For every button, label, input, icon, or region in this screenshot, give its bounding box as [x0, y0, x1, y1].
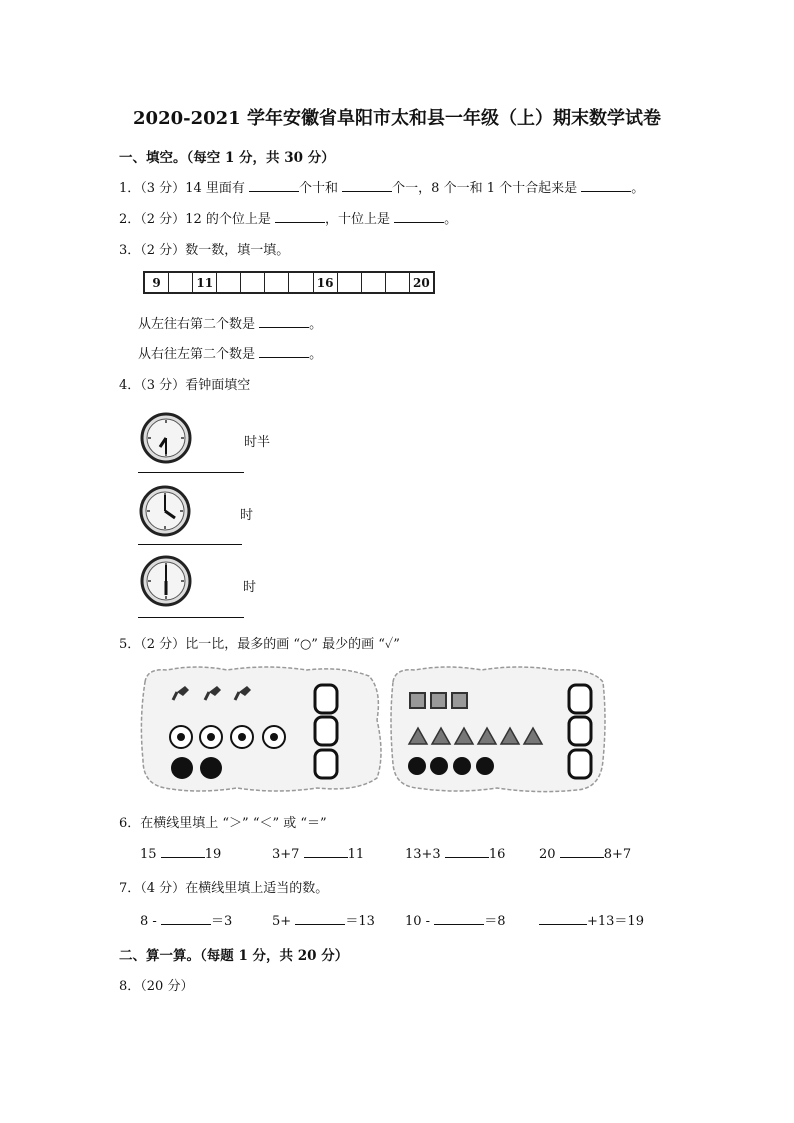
clock-label: 时: [240, 508, 254, 523]
question-2-text-c: 。: [444, 212, 458, 227]
number-cell: 20: [413, 275, 430, 290]
number-cell[interactable]: [338, 273, 362, 292]
section-2-heading: 二、算一算。（每题 1 分，共 20 分）: [119, 948, 349, 964]
period: 。: [309, 347, 323, 362]
question-1-text-a: 14 里面有: [185, 181, 245, 196]
answer-blank[interactable]: [342, 179, 392, 192]
answer-blank[interactable]: [161, 912, 211, 925]
question-3-number: 3．（2 分）: [119, 243, 186, 258]
question-5-number: 5．（2 分）: [119, 637, 186, 652]
question-7-number: 7．（4 分）: [119, 881, 186, 896]
answer-blank[interactable]: [394, 210, 444, 223]
fill-right: +13＝19: [587, 914, 644, 929]
answer-blank[interactable]: [161, 845, 205, 858]
question-8-number: 8．（20 分）: [119, 979, 194, 994]
question-5-text: 比一比，最多的画 “○” 最少的画 “✓”: [185, 637, 400, 652]
question-5: [119, 633, 400, 652]
question-2-text-b: ，十位上是: [325, 212, 391, 227]
question-3-line-2-text: 从右往左第二个数是: [138, 347, 256, 362]
answer-blank[interactable]: [295, 912, 345, 925]
fill-right: ＝3: [210, 914, 233, 929]
compare-right: 11: [347, 847, 365, 862]
compare-left: 15: [140, 847, 157, 862]
question-3-line-1: [138, 313, 322, 332]
question-3: [119, 239, 289, 258]
answer-blank[interactable]: [259, 315, 309, 328]
fill-item: [405, 910, 506, 929]
question-2-text-a: 12 的个位上是: [185, 212, 271, 227]
number-cell: 16: [314, 273, 338, 292]
number-cell[interactable]: [289, 273, 313, 292]
square-icon: [410, 693, 467, 708]
question-2: [119, 208, 457, 227]
fill-item: [272, 910, 375, 929]
number-cell[interactable]: [386, 273, 410, 292]
number-cell[interactable]: [362, 273, 386, 292]
clock-icon: [139, 485, 191, 537]
question-3-line-1-text: 从左往右第二个数是: [138, 317, 256, 332]
answer-blank[interactable]: [539, 912, 587, 925]
clock-label: 时: [243, 580, 257, 595]
question-4-text: 看钟面填空: [185, 378, 251, 393]
answer-blank[interactable]: [138, 472, 244, 473]
compare-right: 8+7: [603, 847, 632, 862]
question-7: [119, 877, 328, 896]
fill-item: [539, 910, 644, 929]
answer-blank[interactable]: [138, 544, 242, 545]
number-cell[interactable]: [265, 273, 289, 292]
compare-left: 13+3: [405, 847, 441, 862]
answer-blank[interactable]: [259, 345, 309, 358]
question-4: [119, 374, 250, 393]
period: 。: [309, 317, 323, 332]
clock-label: 时半: [244, 435, 271, 450]
question-3-line-2: [138, 343, 322, 362]
fill-right: ＝8: [484, 914, 506, 929]
question-1-number: 1．（3 分）: [119, 181, 186, 196]
compare-item: [539, 845, 631, 862]
compare-right: 19: [204, 847, 222, 862]
compare-item: [405, 845, 505, 862]
page-title: 2020-2021 学年安徽省阜阳市太和县一年级（上）期末数学试卷: [133, 108, 661, 129]
answer-blank[interactable]: [560, 845, 604, 858]
fill-right: ＝13: [345, 914, 375, 929]
answer-blank[interactable]: [275, 210, 325, 223]
compare-left: 3+7: [272, 847, 300, 862]
answer-blank[interactable]: [581, 179, 631, 192]
answer-box: [569, 685, 591, 778]
clock-icon: [140, 412, 192, 464]
clock-icon: [140, 555, 192, 607]
compare-right: 16: [488, 847, 506, 862]
question-1-text-c: 个一，8 个一和 1 个十合起来是: [392, 181, 578, 196]
question-2-number: 2．（2 分）: [119, 212, 186, 227]
fill-left: 5+: [272, 914, 292, 929]
answer-blank[interactable]: [138, 617, 244, 618]
answer-blank[interactable]: [445, 845, 489, 858]
question-6-text: 6．在横线里填上 “＞” “＜” 或 “＝”: [119, 816, 327, 831]
number-cell[interactable]: [169, 273, 193, 292]
number-cell[interactable]: [241, 273, 265, 292]
fill-left: 8 -: [140, 914, 157, 929]
answer-box: [315, 685, 337, 778]
question-1-text-d: 。: [631, 181, 645, 196]
number-cell[interactable]: [217, 273, 241, 292]
question-7-text: 在横线里填上适当的数。: [185, 881, 329, 896]
question-4-number: 4．（3 分）: [119, 378, 186, 393]
question-1: [119, 177, 644, 196]
answer-blank[interactable]: [249, 179, 299, 192]
question-1-text-b: 个十和: [299, 181, 339, 196]
number-cell: 9: [145, 273, 169, 292]
compare-item: [140, 845, 221, 862]
compare-left: 20: [539, 847, 556, 862]
number-cell: 11: [193, 273, 217, 292]
answer-blank[interactable]: [434, 912, 484, 925]
section-1-heading: 一、填空。（每空 1 分，共 30 分）: [119, 150, 335, 166]
compare-item: [272, 845, 364, 862]
fill-left: 10 -: [405, 914, 431, 929]
fill-item: [140, 910, 232, 929]
answer-blank[interactable]: [304, 845, 348, 858]
question-3-text: 数一数，填一填。: [185, 243, 290, 258]
comparison-figure: [137, 660, 607, 796]
number-strip: [143, 271, 435, 294]
